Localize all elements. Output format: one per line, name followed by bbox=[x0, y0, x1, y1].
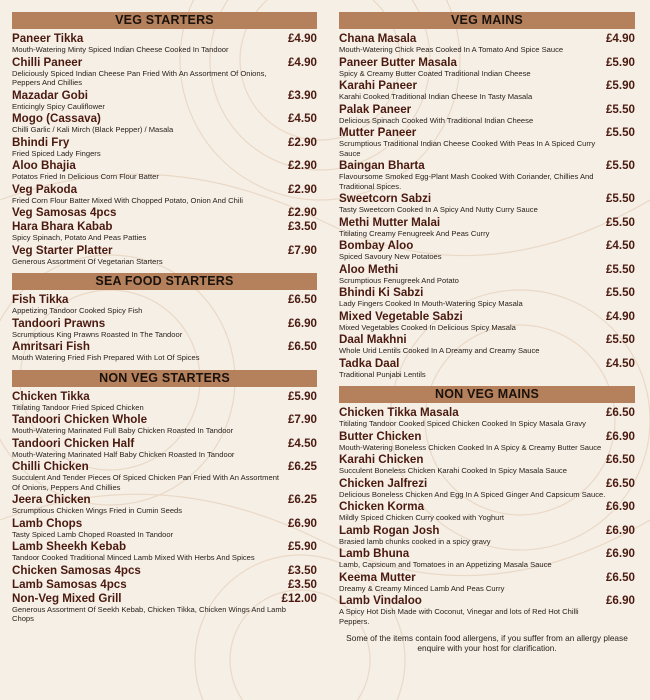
item-description: Scrumptious Chicken Wings Fried in Cumin Seeds bbox=[12, 506, 183, 515]
item-name: Bhindi Fry bbox=[12, 135, 70, 149]
item-price: £6.90 bbox=[605, 500, 635, 513]
menu-item-row bbox=[339, 357, 635, 370]
item-name: Keema Mutter bbox=[339, 570, 416, 584]
item-description: Mouth Watering Fried Fish Prepared With Lot Of Spices bbox=[12, 353, 200, 362]
item-name: Chana Masala bbox=[339, 32, 417, 45]
menu-item-row bbox=[339, 500, 635, 513]
item-name: Chicken Jalfrezi bbox=[339, 476, 428, 490]
item-description: Whole Urid Lentils Cooked In A Dreamy and Creamy Sauce bbox=[339, 346, 540, 355]
menu-item-row bbox=[12, 317, 317, 330]
menu-item bbox=[339, 32, 635, 55]
item-description: Mouth-Watering Minty Spiced Indian Cheese Cooked In Tandoor bbox=[12, 45, 229, 54]
item-price: £6.25 bbox=[287, 460, 317, 473]
item-name: Karahi Chicken bbox=[339, 453, 424, 466]
item-name: Palak Paneer bbox=[339, 102, 412, 116]
menu-item-row bbox=[339, 524, 635, 537]
item-description: Mouth-Watering Marinated Full Baby Chicken Roasted In Tandoor bbox=[12, 426, 234, 435]
menu-item bbox=[339, 103, 635, 126]
item-description: Generous Assortment Of Vegetarian Starters bbox=[12, 256, 163, 266]
item-description: Appetizing Tandoor Cooked Spicy Fish bbox=[12, 306, 143, 315]
menu-item bbox=[339, 239, 635, 262]
item-name: Sweetcorn Sabzi bbox=[339, 192, 432, 205]
item-description: Dreamy & Creamy Minced Lamb And Peas Curry bbox=[339, 583, 505, 593]
item-price: £6.90 bbox=[605, 594, 635, 607]
item-price: £3.50 bbox=[287, 563, 317, 577]
item-description: Enticingly Spicy Cauliflower bbox=[12, 101, 105, 111]
item-price: £6.90 bbox=[287, 516, 317, 530]
item-name: Paneer Butter Masala bbox=[339, 55, 457, 69]
menu-item bbox=[339, 192, 635, 215]
item-price: £5.90 bbox=[287, 540, 317, 553]
menu-item bbox=[12, 437, 317, 460]
menu-item-row bbox=[12, 220, 317, 233]
item-price: £4.50 bbox=[287, 436, 317, 450]
item-description: Scrumptious King Prawns Roasted In The Tandoor bbox=[12, 329, 183, 339]
item-name: Aloo Methi bbox=[339, 262, 399, 276]
menu-item-row bbox=[12, 340, 317, 353]
item-name: Baingan Bharta bbox=[339, 159, 425, 172]
menu-item bbox=[12, 317, 317, 340]
menu-item bbox=[339, 500, 635, 523]
menu-item-row bbox=[339, 79, 635, 92]
item-name: Aloo Bhajia bbox=[12, 159, 76, 172]
menu-item-row bbox=[12, 540, 317, 553]
item-name: Lamb Samosas 4pcs bbox=[12, 577, 127, 591]
item-description: Traditional Punjabi Lentils bbox=[339, 369, 426, 379]
menu-item-row bbox=[339, 571, 635, 584]
menu-item-row bbox=[12, 112, 317, 125]
menu-item-row bbox=[12, 578, 317, 591]
menu-item bbox=[339, 547, 635, 570]
item-price: £5.50 bbox=[605, 102, 635, 116]
item-description: Tandoor Cooked Traditional Minced Lamb Mixed With Herbs And Spices bbox=[12, 553, 255, 562]
right-column bbox=[339, 12, 635, 653]
item-description: Deliciously Spiced Indian Cheese Pan Fried With An Assortment Of Onions, Peppers And Chillies bbox=[12, 68, 267, 87]
menu-item-row bbox=[339, 286, 635, 299]
item-name: Tandoori Chicken Half bbox=[12, 436, 135, 450]
section-header: SEA FOOD STARTERS bbox=[12, 273, 317, 290]
menu-item bbox=[339, 333, 635, 356]
item-description: Potatos Fried In Delicious Corn Flour Batter bbox=[12, 172, 159, 181]
item-description: Mouth-Watering Chick Peas Cooked In A Tomato And Spice Sauce bbox=[339, 45, 564, 54]
item-price: £6.50 bbox=[605, 453, 635, 466]
section-veg-starters bbox=[12, 12, 317, 266]
item-price: £5.50 bbox=[605, 159, 635, 172]
item-price: £5.50 bbox=[605, 262, 635, 276]
section-sea-food-starters bbox=[12, 273, 317, 363]
item-price: £2.90 bbox=[287, 182, 317, 196]
section-header: NON VEG MAINS bbox=[339, 386, 635, 403]
menu-item-row bbox=[12, 183, 317, 196]
item-description: Generous Assortment Of Seekh Kebab, Chicken Tikka, Chicken Wings And Lamb Chops bbox=[12, 604, 286, 623]
menu-item-row bbox=[339, 594, 635, 607]
menu-item-row bbox=[12, 592, 317, 605]
item-name: Chicken Tikka Masala bbox=[339, 406, 459, 419]
menu-item bbox=[339, 477, 635, 500]
item-price: £5.90 bbox=[605, 79, 635, 92]
menu-item-row bbox=[12, 517, 317, 530]
item-description: Spicy & Creamy Butter Coated Traditional Indian Cheese bbox=[339, 68, 531, 78]
item-price: £4.50 bbox=[287, 112, 317, 125]
menu-item bbox=[339, 430, 635, 453]
menu-item-row bbox=[12, 136, 317, 149]
item-description: Fried Spiced Lady Fingers bbox=[12, 148, 101, 158]
item-price: £7.90 bbox=[287, 413, 317, 426]
item-name: Veg Starter Platter bbox=[12, 243, 113, 257]
item-price: £6.50 bbox=[605, 570, 635, 584]
item-price: £6.50 bbox=[605, 476, 635, 490]
item-name: Mixed Vegetable Sabzi bbox=[339, 309, 463, 323]
menu-item-row bbox=[12, 390, 317, 403]
menu-item-row bbox=[12, 293, 317, 306]
menu-item bbox=[339, 263, 635, 286]
section-non-veg-starters bbox=[12, 370, 317, 624]
item-price: £6.50 bbox=[287, 293, 317, 306]
menu-item-row bbox=[12, 89, 317, 102]
item-name: Tadka Daal bbox=[339, 356, 400, 370]
item-name: Lamb Rogan Josh bbox=[339, 523, 440, 537]
item-price: £3.50 bbox=[287, 220, 317, 233]
item-name: Paneer Tikka bbox=[12, 32, 84, 45]
menu-item-row bbox=[339, 56, 635, 69]
item-description: Spiced Savoury New Potatoes bbox=[339, 252, 442, 261]
item-description: Succulent And Tender Pieces Of Spiced Chicken Pan Fried With An Assortment Of Onions, Peppers And Chillies bbox=[12, 473, 280, 492]
item-description: Scrumptious Traditional Indian Cheese Cooked With Peas In A Spiced Curry Sauce bbox=[339, 139, 596, 158]
menu-item-row bbox=[12, 564, 317, 577]
menu-item bbox=[339, 406, 635, 429]
item-name: Lamb Chops bbox=[12, 516, 83, 530]
item-description: Spicy Spinach, Potato And Peas Patties bbox=[12, 233, 147, 242]
section-header: VEG STARTERS bbox=[12, 12, 317, 29]
menu-item-row bbox=[339, 263, 635, 276]
menu-item bbox=[12, 578, 317, 591]
menu-item bbox=[12, 340, 317, 363]
item-name: Bombay Aloo bbox=[339, 239, 414, 252]
item-price: £6.90 bbox=[287, 316, 317, 330]
menu-item bbox=[339, 357, 635, 380]
item-name: Chilli Paneer bbox=[12, 55, 83, 69]
item-name: Fish Tikka bbox=[12, 293, 69, 306]
item-price: £12.00 bbox=[281, 591, 317, 605]
item-description: Mixed Vegetables Cooked In Delicious Spicy Masala bbox=[339, 322, 516, 332]
menu-item bbox=[12, 183, 317, 206]
item-name: Chilli Chicken bbox=[12, 460, 89, 473]
menu-item-row bbox=[339, 192, 635, 205]
item-description: Delicious Spinach Cooked With Traditional Indian Cheese bbox=[339, 115, 534, 125]
item-name: Chicken Tikka bbox=[12, 389, 90, 403]
item-price: £6.25 bbox=[287, 493, 317, 506]
item-price: £3.50 bbox=[287, 577, 317, 591]
item-price: £4.90 bbox=[287, 32, 317, 45]
menu-item bbox=[12, 564, 317, 577]
item-description: Scrumptious Fenugreek And Potato bbox=[339, 275, 459, 285]
item-name: Methi Mutter Malai bbox=[339, 215, 441, 229]
item-name: Bhindi Ki Sabzi bbox=[339, 286, 424, 299]
item-price: £4.90 bbox=[605, 309, 635, 323]
item-name: Chicken Korma bbox=[339, 500, 425, 513]
item-price: £6.90 bbox=[605, 429, 635, 443]
item-price: £5.50 bbox=[605, 215, 635, 229]
item-price: £2.90 bbox=[287, 206, 317, 219]
menu-item bbox=[339, 524, 635, 547]
menu-item bbox=[12, 206, 317, 219]
menu-item-row bbox=[12, 437, 317, 450]
menu-item bbox=[12, 493, 317, 516]
menu-item-row bbox=[12, 493, 317, 506]
menu-item bbox=[12, 159, 317, 182]
item-name: Non-Veg Mixed Grill bbox=[12, 591, 122, 605]
item-description: Flavoursome Smoked Egg-Plant Mash Cooked With Coriander, Chillies And Traditional Spices. bbox=[339, 172, 594, 191]
menu-item bbox=[12, 56, 317, 88]
item-name: Mutter Paneer bbox=[339, 126, 417, 139]
section-non-veg-mains bbox=[339, 386, 635, 626]
menu-item-row bbox=[339, 430, 635, 443]
item-price: £5.90 bbox=[287, 389, 317, 403]
item-name: Lamb Bhuna bbox=[339, 547, 410, 560]
item-description: Fried Corn Flour Batter Mixed With Chopped Potato, Onion And Chili bbox=[12, 195, 243, 205]
menu-item bbox=[12, 460, 317, 492]
item-description: Lamb, Capsicum and Tomatoes in an Appetizing Masala Sauce bbox=[339, 560, 552, 569]
menu-item bbox=[12, 244, 317, 267]
item-price: £5.50 bbox=[605, 126, 635, 139]
item-price: £4.90 bbox=[605, 32, 635, 45]
menu-item-row bbox=[12, 244, 317, 257]
item-description: Brasied lamb chunks cooked in a spicy gravy bbox=[339, 536, 491, 546]
section-veg-mains bbox=[339, 12, 635, 379]
menu-item bbox=[339, 453, 635, 476]
item-price: £4.50 bbox=[605, 239, 635, 252]
menu-item-row bbox=[12, 460, 317, 473]
item-price: £5.50 bbox=[605, 286, 635, 299]
item-description: Titilating Tandoor Fried Spiced Chicken bbox=[12, 402, 144, 412]
menu-item-row bbox=[339, 333, 635, 346]
menu-item bbox=[12, 390, 317, 413]
menu-item bbox=[339, 159, 635, 191]
item-name: Mogo (Cassava) bbox=[12, 112, 101, 125]
menu-item bbox=[339, 594, 635, 626]
menu-item-row bbox=[12, 159, 317, 172]
item-description: Karahi Cooked Traditional Indian Cheese In Tasty Masala bbox=[339, 92, 533, 101]
menu-item-row bbox=[339, 310, 635, 323]
item-description: Chilli Garlic / Kali Mirch (Black Pepper) / Masala bbox=[12, 125, 174, 134]
menu-item-row bbox=[12, 413, 317, 426]
item-price: £5.50 bbox=[605, 192, 635, 205]
item-name: Mazadar Gobi bbox=[12, 88, 89, 102]
item-name: Amritsari Fish bbox=[12, 340, 90, 353]
menu-item-row bbox=[339, 406, 635, 419]
item-name: Chicken Samosas 4pcs bbox=[12, 563, 141, 577]
item-price: £5.90 bbox=[605, 55, 635, 69]
menu-item bbox=[12, 136, 317, 159]
item-price: £6.90 bbox=[605, 547, 635, 560]
item-name: Tandoori Chicken Whole bbox=[12, 413, 148, 426]
item-description: Delicious Boneless Chicken And Egg In A Spiced Ginger And Capsicum Sauce. bbox=[339, 489, 606, 499]
item-price: £7.90 bbox=[287, 243, 317, 257]
menu-item bbox=[339, 216, 635, 239]
menu-item bbox=[12, 517, 317, 540]
item-price: £2.90 bbox=[287, 135, 317, 149]
left-column bbox=[12, 12, 317, 631]
menu-item bbox=[12, 413, 317, 436]
item-description: Titilating Creamy Fenugreek And Peas Curry bbox=[339, 228, 490, 238]
item-description: Mouth-Watering Marinated Half Baby Chicken Roasted In Tandoor bbox=[12, 449, 235, 459]
item-name: Daal Makhni bbox=[339, 333, 407, 346]
item-price: £2.90 bbox=[287, 159, 317, 172]
menu-item-row bbox=[12, 206, 317, 219]
menu-item bbox=[12, 540, 317, 563]
item-description: Mouth-Watering Boneless Chicken Cooked In A Spicy & Creamy Butter Sauce bbox=[339, 442, 602, 452]
item-price: £5.50 bbox=[605, 333, 635, 346]
menu-item bbox=[339, 126, 635, 158]
item-description: Lady Fingers Cooked In Mouth-Watering Spicy Masala bbox=[339, 299, 523, 308]
menu-item-row bbox=[339, 159, 635, 172]
item-price: £6.50 bbox=[605, 406, 635, 419]
menu-item bbox=[339, 286, 635, 309]
menu-item-row bbox=[339, 239, 635, 252]
menu-item bbox=[339, 571, 635, 594]
item-price: £4.90 bbox=[287, 55, 317, 69]
item-description: A Spicy Hot Dish Made with Coconut, Vinegar and lots of Red Hot Chilli Peppers. bbox=[339, 607, 579, 626]
item-description: Titilating Tandoor Cooked Spiced Chicken Cooked In Spicy Masala Gravy bbox=[339, 419, 586, 428]
menu-item-row bbox=[339, 547, 635, 560]
item-description: Mildly Spiced Chicken Curry cooked with Yoghurt bbox=[339, 513, 505, 522]
menu-item bbox=[12, 592, 317, 624]
menu-item bbox=[12, 293, 317, 316]
menu-item-row bbox=[12, 32, 317, 45]
menu-item-row bbox=[339, 32, 635, 45]
item-name: Lamb Sheekh Kebab bbox=[12, 540, 127, 553]
item-name: Hara Bhara Kabab bbox=[12, 220, 113, 233]
menu-item-row bbox=[339, 477, 635, 490]
menu-item-row bbox=[12, 56, 317, 69]
item-name: Butter Chicken bbox=[339, 429, 422, 443]
item-name: Tandoori Prawns bbox=[12, 316, 106, 330]
menu-item bbox=[339, 79, 635, 102]
item-price: £6.90 bbox=[605, 523, 635, 537]
section-header: VEG MAINS bbox=[339, 12, 635, 29]
item-name: Karahi Paneer bbox=[339, 79, 417, 92]
item-name: Lamb Vindaloo bbox=[339, 594, 422, 607]
allergen-footnote: Some of the items contain food allergens, if you suffer from an allergy please enquire with your host for clarification. bbox=[346, 633, 628, 653]
item-description: Tasty Spiced Lamb Choped Roasted In Tandoor bbox=[12, 529, 174, 539]
item-price: £3.90 bbox=[287, 88, 317, 102]
item-name: Veg Pakoda bbox=[12, 182, 78, 196]
menu-item-row bbox=[339, 103, 635, 116]
item-price: £4.50 bbox=[605, 356, 635, 370]
item-name: Jeera Chicken bbox=[12, 493, 91, 506]
menu-item bbox=[12, 89, 317, 112]
section-header: NON VEG STARTERS bbox=[12, 370, 317, 387]
menu-item bbox=[12, 32, 317, 55]
item-name: Veg Samosas 4pcs bbox=[12, 206, 117, 219]
menu-item-row bbox=[339, 453, 635, 466]
item-description: Succulent Boneless Chicken Karahi Cooked In Spicy Masala Sauce bbox=[339, 466, 567, 475]
item-price: £6.50 bbox=[287, 340, 317, 353]
menu-item bbox=[12, 112, 317, 135]
menu-item-row bbox=[339, 216, 635, 229]
menu-item bbox=[339, 56, 635, 79]
item-description: Tasty Sweetcorn Cooked In A Spicy And Nutty Curry Sauce bbox=[339, 205, 538, 214]
menu-item-row bbox=[339, 126, 635, 139]
menu-item bbox=[339, 310, 635, 333]
menu-item bbox=[12, 220, 317, 243]
